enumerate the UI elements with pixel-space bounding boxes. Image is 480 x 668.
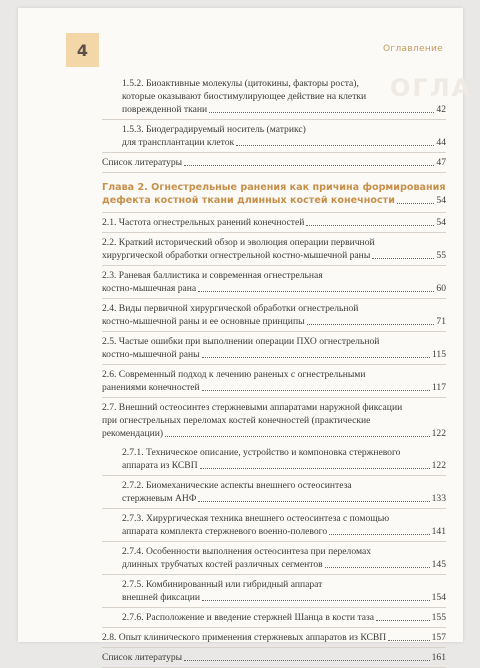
dot-leader — [376, 620, 430, 621]
toc-entry-line: рекомендации) — [102, 428, 164, 439]
toc-entry-line: 2.7.1. Техническое описание, устройство и компоновка стержневого — [122, 447, 401, 458]
dot-leader — [236, 145, 434, 146]
toc-entry[interactable] — [102, 648, 446, 668]
toc-entry-line: 2.3. Раневая баллистика и современная огнестрельная — [102, 270, 323, 281]
toc-page-number: 122 — [431, 428, 446, 439]
dot-leader — [209, 112, 434, 113]
dot-leader — [306, 225, 434, 226]
dot-leader — [329, 534, 429, 535]
toc-entry[interactable] — [102, 365, 446, 398]
toc-entry-line: ранениями конечностей — [102, 382, 200, 393]
dot-leader — [200, 468, 430, 469]
toc-entry[interactable] — [102, 233, 446, 266]
toc-entry-line: 2.4. Виды первичной хирургической обработки огнестрельной — [102, 303, 359, 314]
toc-entry-line: 1.5.2. Биоактивные молекулы (цитокины, факторы роста), — [122, 78, 359, 89]
toc-entry-line: 2.8. Опыт клинического применения стержневых аппаратов из КСВП — [102, 632, 387, 643]
toc-entry-line: 2.7.4. Особенности выполнения остеосинтеза при переломах — [122, 546, 372, 557]
toc-entry-line: 2.5. Частые ошибки при выполнении операции ПХО огнестрельной — [102, 336, 380, 347]
toc-entry[interactable] — [102, 575, 446, 608]
toc-page-number: 47 — [436, 157, 446, 168]
toc-page-number: 54 — [436, 195, 446, 206]
book-page — [18, 8, 473, 663]
dot-leader — [397, 203, 434, 204]
toc-entry[interactable] — [102, 476, 446, 509]
dot-leader — [202, 390, 430, 391]
toc-entry-line: хирургической обработки огнестрельной костно-мышечной раны — [102, 250, 371, 261]
toc-entry[interactable] — [102, 332, 446, 365]
dot-leader — [184, 660, 430, 661]
toc-entry-line: 1.5.3. Биодеградируемый носитель (матрикс) — [122, 124, 306, 135]
dot-leader — [372, 258, 434, 259]
toc-entry[interactable] — [102, 608, 446, 628]
toc-entry[interactable] — [102, 628, 446, 648]
toc-page-number: 122 — [431, 460, 446, 471]
toc-entry-line: длинных трубчатых костей различных сегментов — [122, 559, 323, 570]
toc-entry-line: стержневым АНФ — [122, 493, 197, 504]
dot-leader — [202, 600, 430, 601]
toc-entry-line: аппарата комплекта стержневого военно-полевого — [122, 526, 328, 537]
toc-page-number: 71 — [436, 316, 446, 327]
dot-leader — [325, 567, 430, 568]
toc-entry-line: 2.1. Частота огнестрельных ранений конечностей — [102, 217, 305, 228]
toc-entry[interactable] — [102, 509, 446, 542]
toc-entry-line: Список литературы — [102, 652, 183, 663]
dot-leader — [307, 324, 435, 325]
toc-entry-line: костно-мышечной раны и ее основные принципы — [102, 316, 305, 327]
page-number: 4 — [76, 40, 89, 60]
toc-entry-line: которые оказывают биостимулирующее действие на клетки — [122, 91, 367, 102]
toc-entry[interactable] — [102, 120, 446, 153]
dot-leader — [184, 165, 434, 166]
toc-page-number: 154 — [431, 592, 446, 603]
toc-entry-line: 2.7.3. Хирургическая техника внешнего остеосинтеза с помощью — [122, 513, 390, 524]
toc-page-number: 145 — [431, 559, 446, 570]
toc-entry-line: 2.6. Современный подход к лечению раненых с огнестрельными — [102, 369, 366, 380]
toc-chapter-heading[interactable] — [102, 173, 446, 213]
dot-leader — [198, 291, 434, 292]
toc-entry[interactable] — [102, 398, 446, 443]
toc-entry-line: для трансплантации клеток — [122, 137, 235, 148]
toc-page-number: 141 — [431, 526, 446, 537]
toc-entry[interactable] — [102, 266, 446, 299]
dot-leader — [198, 501, 429, 502]
toc-entry-line: 2.7. Внешний остеосинтез стержневыми аппаратами наружной фиксации — [102, 402, 403, 413]
toc-entry-line: поврежденной ткани — [122, 104, 208, 115]
chapter-title-line: Глава 2. Огнестрельные ранения как причина формирования — [102, 182, 446, 193]
table-of-contents — [102, 74, 446, 668]
toc-entry-line: 2.2. Краткий исторический обзор и эволюция операции первичной — [102, 237, 375, 248]
toc-entry[interactable] — [102, 213, 446, 233]
toc-page-number: 42 — [436, 104, 446, 115]
toc-entry[interactable] — [102, 542, 446, 575]
toc-page-number: 161 — [431, 652, 446, 663]
toc-entry-line: 2.7.5. Комбинированный или гибридный аппарат — [122, 579, 323, 590]
toc-page-number: 44 — [436, 137, 446, 148]
toc-entry-line: аппарата из КСВП — [122, 460, 198, 471]
section-label: Оглавление — [383, 44, 443, 54]
toc-page-number: 117 — [431, 382, 446, 393]
dot-leader — [202, 357, 430, 358]
dot-leader — [165, 436, 430, 437]
toc-entry[interactable] — [102, 153, 446, 173]
toc-page-number: 60 — [436, 283, 446, 294]
toc-entry-line: костно-мышечной раны — [102, 349, 200, 360]
chapter-title-line: дефекта костной ткани длинных костей конечности — [102, 195, 395, 206]
toc-entry-line: внешней фиксации — [122, 592, 201, 603]
toc-page-number: 155 — [431, 612, 446, 623]
toc-entry[interactable] — [102, 74, 446, 120]
toc-entry[interactable] — [102, 299, 446, 332]
page-number-box — [66, 33, 99, 67]
watermark-text: ОГЛА — [390, 74, 473, 102]
toc-page-number: 55 — [436, 250, 446, 261]
toc-entry-line: при огнестрельных переломах костей конечностей (практические — [102, 415, 371, 426]
toc-page-number: 133 — [431, 493, 446, 504]
toc-page-number: 115 — [431, 349, 446, 360]
toc-entry-line: костно-мышечная рана — [102, 283, 197, 294]
toc-entry[interactable] — [102, 443, 446, 476]
dot-leader — [388, 640, 429, 641]
toc-page-number: 157 — [431, 632, 446, 643]
toc-page-number: 54 — [436, 217, 446, 228]
toc-entry-line: Список литературы — [102, 157, 183, 168]
toc-entry-line: 2.7.2. Биомеханические аспекты внешнего остеосинтеза — [122, 480, 352, 491]
toc-entry-line: 2.7.6. Расположение и введение стержней Шанца в кости таза — [122, 612, 375, 623]
